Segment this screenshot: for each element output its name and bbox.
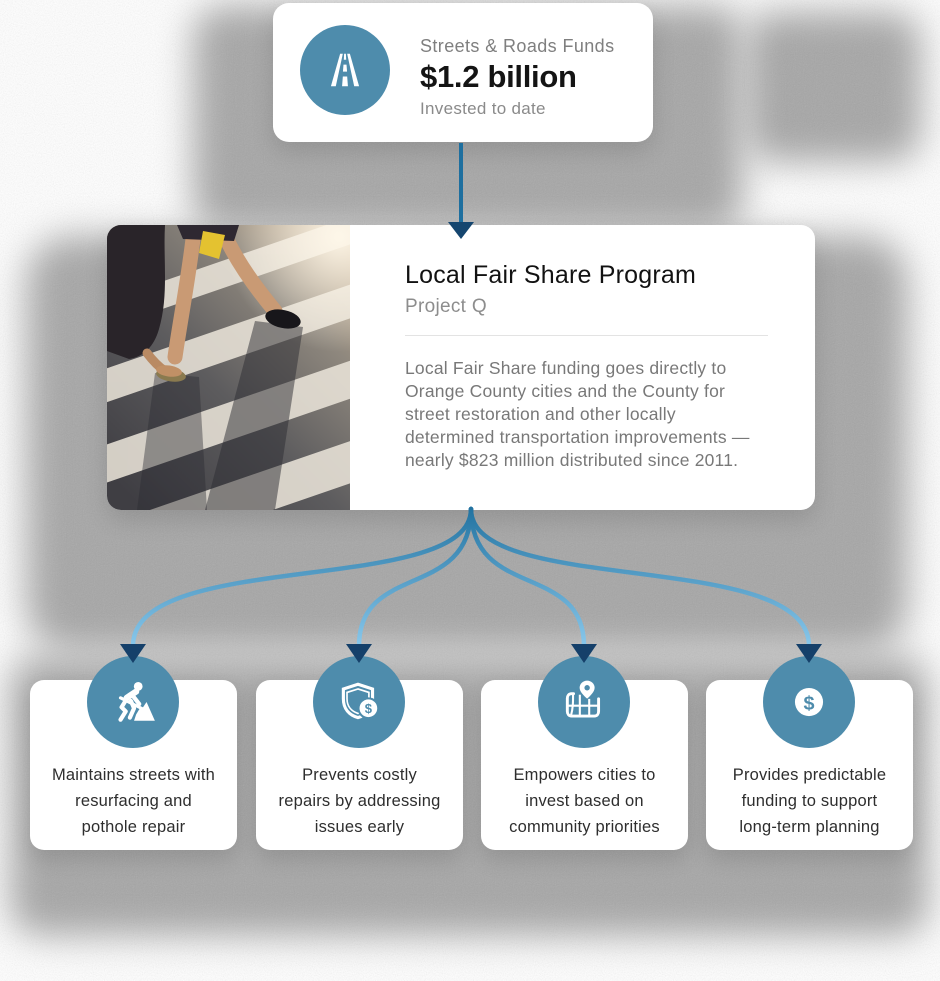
shadow-blob-top-right — [746, 12, 921, 162]
benefit-line: repairs by addressing — [278, 792, 441, 810]
benefit-line: Empowers cities to — [513, 766, 656, 784]
program-card — [107, 225, 815, 510]
crosswalk-photo — [107, 225, 350, 510]
funds-amount: $1.2 billion — [420, 59, 577, 94]
benefit-icon-circle-1 — [87, 656, 179, 748]
description-line: determined transportation improvements — — [405, 427, 750, 447]
benefit-icon-circle-4 — [763, 656, 855, 748]
funds-caption: Invested to date — [420, 99, 546, 118]
benefit-icon-circle-3 — [538, 656, 630, 748]
road-worker-icon — [108, 677, 158, 727]
divider — [405, 335, 768, 336]
benefit-text — [260, 762, 459, 840]
benefit-line: Prevents costly — [302, 766, 417, 784]
benefit-line: resurfacing and — [75, 792, 192, 810]
dollar-glyph: $ — [803, 692, 815, 715]
program-subtitle: Project Q — [405, 296, 487, 317]
benefit-icon-circle-2 — [313, 656, 405, 748]
funds-summary-card — [273, 3, 653, 142]
benefit-text — [34, 762, 233, 840]
description-line: Orange County cities and the County for — [405, 381, 726, 401]
map-pin-icon — [559, 677, 609, 727]
benefit-text — [710, 762, 909, 840]
benefit-line: issues early — [314, 818, 405, 836]
benefit-text — [485, 762, 684, 840]
benefit-line: funding to support — [741, 792, 878, 810]
benefit-line: community priorities — [509, 818, 660, 836]
benefit-line: Provides predictable — [732, 766, 887, 784]
funds-label: Streets & Roads Funds — [420, 36, 615, 56]
program-description — [405, 357, 750, 472]
dollar-glyph: $ — [364, 700, 372, 716]
benefit-line: long-term planning — [739, 818, 880, 836]
description-line: Local Fair Share funding goes directly to — [405, 358, 727, 378]
benefit-line: pothole repair — [81, 818, 186, 836]
benefit-line: invest based on — [525, 792, 644, 810]
dollar-coin-icon — [784, 677, 834, 727]
description-line: street restoration and other locally — [405, 404, 676, 424]
shield-dollar-icon — [334, 677, 384, 727]
road-icon — [319, 44, 371, 96]
description-line: nearly $823 million distributed since 2011. — [405, 450, 739, 470]
funds-icon-circle — [300, 25, 390, 115]
program-title: Local Fair Share Program — [405, 261, 697, 289]
benefit-line: Maintains streets with — [51, 766, 216, 784]
